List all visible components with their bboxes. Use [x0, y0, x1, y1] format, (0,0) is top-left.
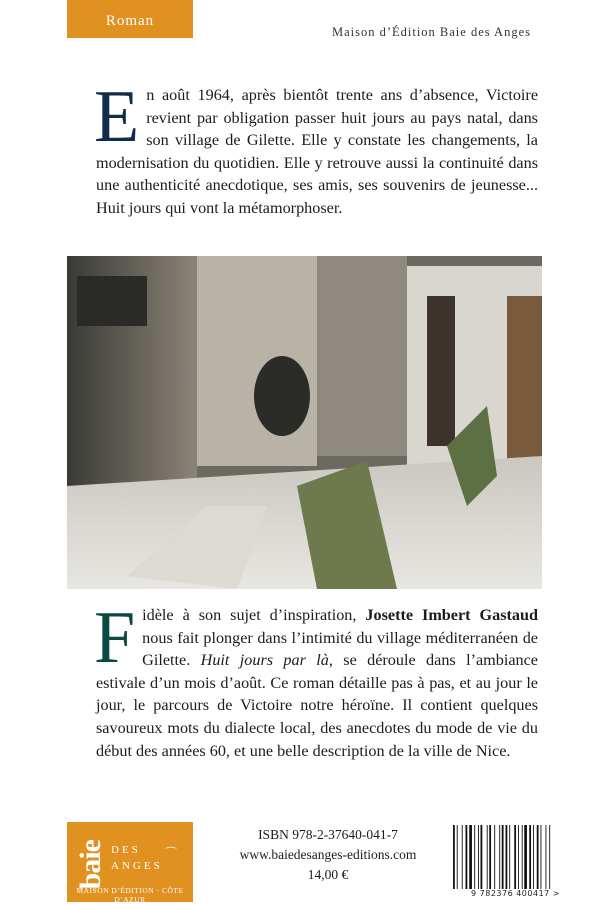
- barcode: [449, 825, 582, 897]
- barcode-bar: [549, 825, 550, 889]
- barcode-bar: [533, 825, 534, 889]
- village-alley-photo: [67, 256, 542, 589]
- intro-dropcap: E: [94, 76, 140, 158]
- body-dropcap: F: [94, 597, 136, 679]
- barcode-number: 9 782376 400417 >: [449, 889, 582, 898]
- barcode-bar: [537, 825, 539, 889]
- barcode-bar: [462, 825, 463, 889]
- body-text-2: nous fait plonger dans l’intimité du village méditerranéen de Gilette.: [142, 628, 538, 670]
- barcode-bar: [453, 825, 455, 889]
- book-info: [228, 825, 428, 885]
- barcode-bar: [487, 825, 488, 889]
- genre-tag: Roman: [67, 0, 193, 38]
- barcode-bar: [524, 825, 527, 889]
- barcode-bar: [514, 825, 516, 889]
- barcode-bar: [546, 825, 547, 889]
- body-paragraph: [94, 597, 538, 762]
- barcode-bar: [469, 825, 472, 889]
- logo-subtitle: MAISON D’ÉDITION · CÔTE D’AZUR: [76, 886, 184, 904]
- logo-word-des: DES: [111, 844, 141, 856]
- barcode-bar: [509, 825, 510, 889]
- intro-text: n août 1964, après bientôt trente ans d’absence, Victoire revient par obligation passer huit jours au pays natal, dans son village de Gilette. Elle y constate les changements, la modernisation du quotidien. Elle y retrouve aussi la continuité dans une authenticité anecdotique, ses amis, ses souvenirs de jeunesse... Huit jours qui vont la métamorphoser.: [96, 86, 538, 217]
- barcode-bar: [489, 825, 491, 889]
- logo-word-anges: ANGES: [111, 860, 163, 872]
- barcode-bar: [506, 825, 508, 889]
- body-text-1: idèle à son sujet d’inspiration,: [142, 606, 366, 624]
- isbn: ISBN 978-2-37640-041-7: [258, 827, 398, 842]
- barcode-bar: [481, 825, 483, 889]
- barcode-bar: [466, 825, 468, 889]
- barcode-bar: [502, 825, 504, 889]
- book-title: Huit jours par là: [200, 651, 329, 670]
- website: www.baiedesanges-editions.com: [239, 847, 417, 862]
- barcode-bar: [499, 825, 500, 889]
- author-name: Josette Imbert Gastaud: [365, 606, 538, 624]
- barcode-bar: [457, 825, 458, 889]
- body-text-3: , se déroule dans l’ambiance estivale d’un mois d’août. Ce roman détaille pas à pas, et au jour le jour, le parcours de Victoire notre héroïne. Il contient quelques savoureux mots du dialecte local, des anecdotes du mode de vie du début des années 60, et une belle description de la ville de Nice.: [96, 651, 538, 760]
- logo-wing-icon: ⌒: [165, 846, 178, 860]
- logo-word-baie: baie: [74, 840, 107, 890]
- barcode-bar: [518, 825, 519, 889]
- barcode-bar: [522, 825, 523, 889]
- publisher-logo: [67, 822, 193, 902]
- barcode-bar: [529, 825, 531, 889]
- publisher-name: Maison d’Édition Baie des Anges: [331, 25, 531, 39]
- price: 14,00 €: [307, 867, 349, 882]
- intro-paragraph: [94, 76, 538, 220]
- barcode-bar: [541, 825, 542, 889]
- barcode-bar: [478, 825, 479, 889]
- barcode-bar: [494, 825, 495, 889]
- barcode-bar: [474, 825, 475, 889]
